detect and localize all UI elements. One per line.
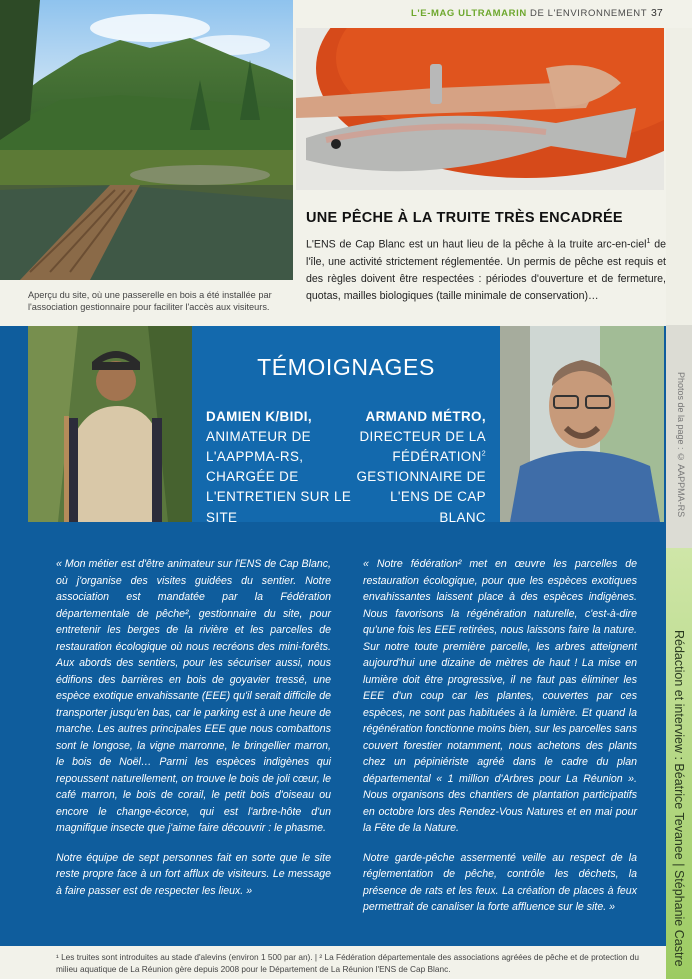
footnotes: ¹ Les truites sont introduites au stade d'alevins (environ 1 500 par an). | ² La Fédération départementale des associations agréées de pêche et de protection du milieu aquatique de La Réunion gère depuis 2008 pour le Département de La Réunion l'ENS de Cap Blanc. — [56, 952, 640, 975]
armand-name: ARMAND MÉTRO, — [365, 409, 486, 424]
landscape-photo — [0, 0, 293, 280]
armand-quote-paragraph-2: Notre garde-pêche assermenté veille au respect de la réglementation de pêche, contrôle les déchets, la présence de rats et les feux. La création de places à feux permettrait de canaliser la forte affluence sur le site. » — [363, 851, 637, 914]
armand-quote — [363, 556, 637, 916]
trout-article-text-2: de l'île, une activité strictement réglementée. Un permis de pêche est requis et des règles doivent être respectées : périodes d'ouverture et de fermeture, quotas, mailles biologiques (taille minimale de conservation)… — [306, 238, 666, 302]
trout-photo — [296, 28, 664, 190]
footnote-ref-2: 2 — [481, 450, 486, 458]
armand-photo — [500, 326, 664, 522]
strip-top — [666, 28, 692, 325]
damien-role: ANIMATEUR DE L'AAPPMA-RS, CHARGÉE DE L'ENTRETIEN SUR LE SITE — [206, 429, 352, 525]
writers-credit: Rédaction et interview : Béatrice Tevanee | Stéphanie Castre — [672, 630, 686, 967]
damien-photo — [28, 326, 192, 522]
landscape-caption: Aperçu du site, où une passerelle en bois a été installée par l'association gestionnaire pour faciliter l'accès aux visiteurs. — [28, 290, 272, 312]
magazine-brand: L'E-MAG ULTRAMARIN — [411, 8, 527, 19]
armand-quote-paragraph-1: « Notre fédération² met en œuvre les parcelles de restauration écologique, pour que les espèces exotiques envahissantes laissent place à des espèces indigènes. Nous favorisons la régénération naturelle, c'est-à-dire qu'une fois les EEE retirées, nous laissons faire la nature. Sur notre toute première parcelle, les arbres atteignent aujourd'hui une dizaine de mètres de haut ! La mise en lumière doit être progressive, il ne faut pas éliminer les EEE d'un coup car les plantes, couvertes par ces espèces, ne sont pas habituées à la lumière. Et quand la régénération fonctionne moins bien, sur les parcelles sans couvert forestier notamment, nous achetons des plants chez un pépiniériste agréé dans le cadre du plan départemental « 1 million d'Arbres pour La Réunion ». Nous organisons des chantiers de plantation participatifs en octobre lors des Rendez-Vous Natures et en mai pour la Fête de la Nature. — [363, 558, 637, 835]
trout-article-title: UNE PÊCHE À LA TRUITE TRÈS ENCADRÉE — [306, 210, 623, 226]
damien-quote-paragraph-1: « Mon métier est d'être animateur sur l'ENS de Cap Blanc, où j'organise des visites guidées du sentier. Notre association est mandatée par la Fédération départementale de pêche², gestionnaire du site, pour entretenir les berges de la rivière et les parcelles de restauration écologique où nous recréons des mini-forêts. Aux abords des sentiers, pour les sécuriser aussi, nous édifions des barrières en bois de goyavier tressé, une espèce exotique envahissante (EEE) qu'il serait difficile de transporter jusqu'en bas, car le parking est à une heure de marche. Les autres principales EEE que nous combattons sont le longose, la vigne marronne, le bringellier marron, le bois de Noël… Parmi les espèces indigènes qui repoussent naturellement, on trouve le bois de joli cœur, le café marron, le bois de corail, le petit bois d'oiseau ou encore le change-écorce, qui est l'arbre-hôte d'un magnifique insecte que j'aime faire découvrir : le phasme. — [56, 558, 331, 835]
testimonials-heading: TÉMOIGNAGES — [257, 354, 435, 380]
footnote-ref-1: 1 — [646, 238, 651, 245]
magazine-subtitle: DE L'ENVIRONNEMENT — [526, 8, 648, 19]
trout-article-text-1: L'ENS de Cap Blanc est un haut lieu de la pêche à la truite arc-en-ciel — [306, 238, 647, 251]
armand-intro — [346, 407, 486, 528]
page-header — [296, 0, 666, 28]
page-number: 37 — [651, 7, 663, 19]
damien-intro — [206, 407, 356, 528]
trout-article-body — [306, 236, 666, 305]
damien-name: DAMIEN K/BIDI, — [206, 409, 313, 424]
armand-role-2: GESTIONNAIRE DE L'ENS DE CAP BLANC — [356, 469, 486, 525]
photo-credit: Photos de la page : © AAPPMA-RS — [676, 372, 686, 518]
magazine-title — [411, 8, 647, 19]
damien-quote-paragraph-2: Notre équipe de sept personnes fait en sorte que le site reste propre face à un fort afflux de visiteurs. Le message à faire passer est de respecter les lieux. » — [56, 851, 331, 897]
damien-quote — [56, 556, 331, 899]
armand-role-1: DIRECTEUR DE LA FÉDÉRATION — [359, 429, 486, 465]
